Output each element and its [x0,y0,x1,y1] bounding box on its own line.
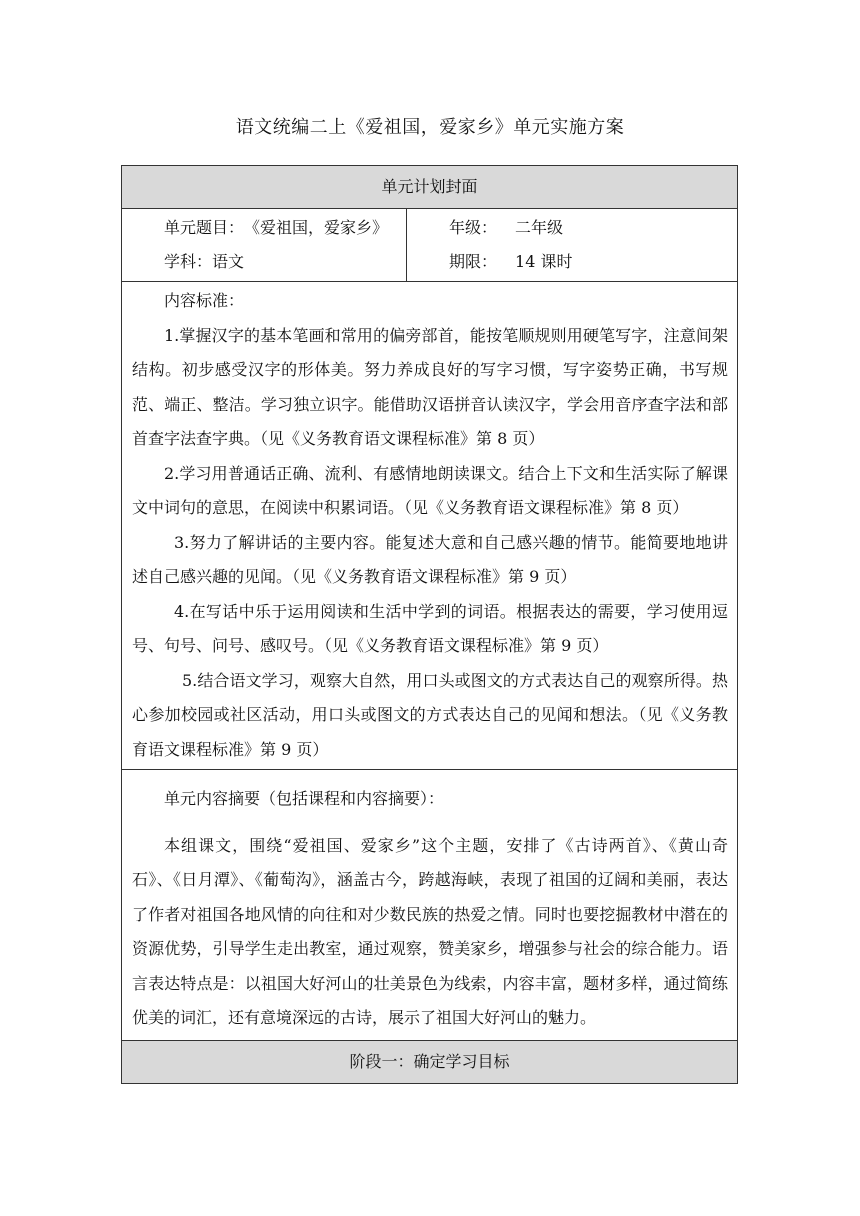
unit-topic-value: 《爱祖国，爱家乡》 [244,218,389,237]
grade-label: 年级： [449,218,498,237]
cover-header: 单元计划封面 [122,166,738,209]
summary-heading: 单元内容摘要（包括课程和内容摘要）： [164,789,445,808]
unit-plan-table [121,165,738,1084]
document-title: 语文统编二上《爱祖国，爱家乡》单元实施方案 [235,117,625,138]
content-standards-heading: 内容标准： [164,291,245,310]
summary-body: 本组课文，围绕“爱祖国、爱家乡”这个主题，安排了《古诗两首》、《黄山奇石》、《日月潭》、《葡萄沟》，涵盖古今，跨越海峡，表现了祖国的辽阔和美丽，表达了作者对祖国各地风情的向往和对少数民族的热爱之情。同时也要挖掘教材中潜在的资源优势，引导学生走出教室，通过观察，赞美家乡，增强参与社会的综合能力。语言表达特点是：以祖国大好河山的壮美景色为线索，内容丰富，题材多样，通过简练优美的词汇，还有意境深远的古诗，展示了祖国大好河山的魅力。 [132,835,729,1027]
standard-item-5: 5.结合语文学习，观察大自然，用口头或图文的方式表达自己的观察所得。热心参加校园或社区活动，用口头或图文的方式表达自己的见闻和想法。（见《义务教育语文课程标准》第 9 页） [132,670,729,759]
period-label: 期限： [449,252,498,271]
subject-value: 语文 [212,252,245,271]
unit-info-left [122,209,407,282]
unit-topic-label: 单元题目： [164,218,245,237]
standard-item-4: 4.在写话中乐于运用阅读和生活中学到的词语。根据表达的需要，学习使用逗号、句号、问号、感叹号。（见《义务教育语文课程标准》第 9 页） [132,601,729,655]
content-standards-cell [122,282,738,770]
standard-item-1: 1.掌握汉字的基本笔画和常用的偏旁部首，能按笔顺规则用硬笔写字，注意间架结构。初步感受汉字的形体美。努力养成良好的写字习惯，写字姿势正确，书写规范、端正、整洁。学习独立识字。能借助汉语拼音认读汉字，学会用音序查字法和部首查字法查字典。（见《义务教育语文课程标准》第 8 页） [132,325,729,448]
standard-item-3: 3.努力了解讲话的主要内容。能复述大意和自己感兴趣的情节。能简要地地讲述自己感兴趣的见闻。（见《义务教育语文课程标准》第 9 页） [132,532,729,586]
unit-summary-cell [122,770,738,1041]
stage-one-header: 阶段一：确定学习目标 [122,1040,738,1083]
grade-value: 二年级 [515,218,564,237]
standard-item-2: 2.学习用普通话正确、流利、有感情地朗读课文。结合上下文和生活实际了解课文中词句的意思，在阅读中积累词语。（见《义务教育语文课程标准》第 8 页） [132,463,729,517]
unit-info-right [407,209,738,282]
period-value: 14 课时 [515,252,573,271]
subject-label: 学科： [164,252,213,271]
